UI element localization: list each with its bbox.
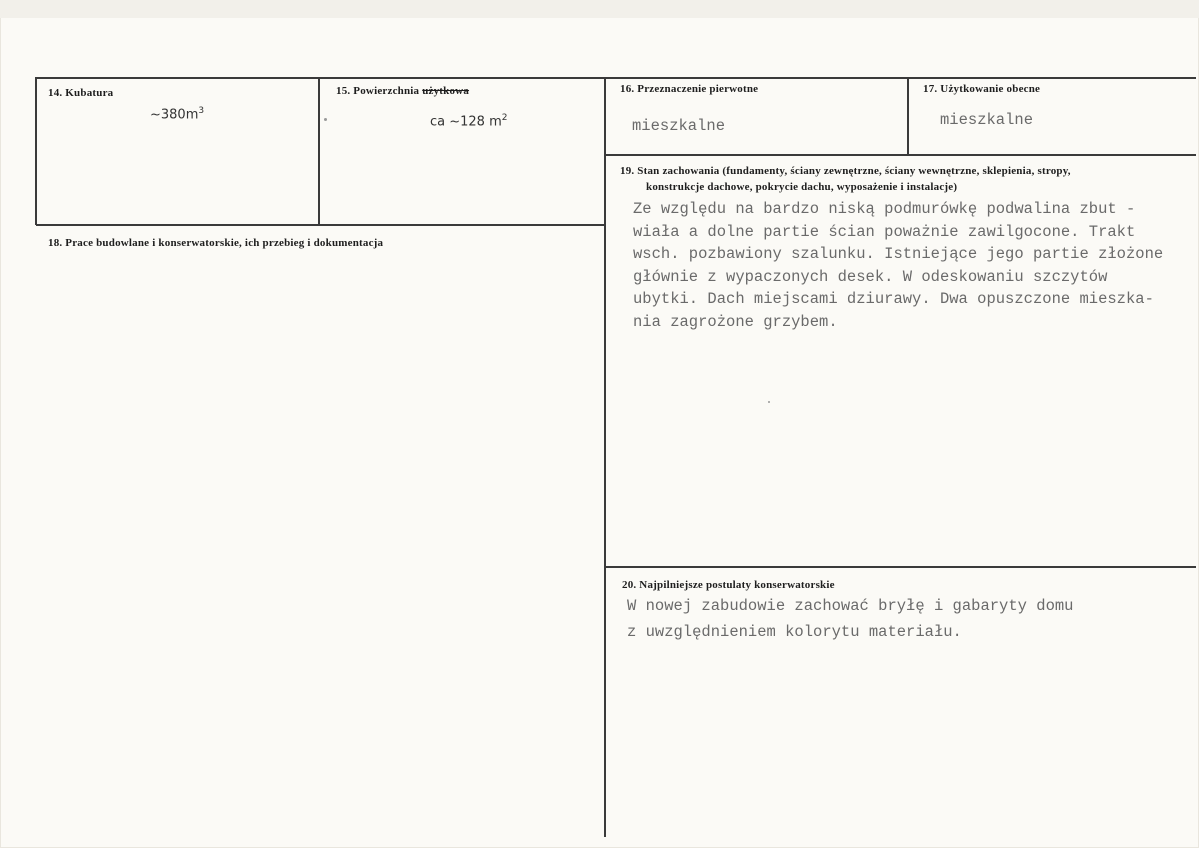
field-17-value: mieszkalne [940,111,1034,129]
rule-col-14-15 [318,77,320,225]
field-14-value-text: ~380m [150,107,199,123]
rule-row-18 [36,224,606,226]
field-15-label-struck: użytkowa [422,85,470,97]
speck [768,401,770,403]
field-14-label: 14. Kubatura [48,87,114,99]
field-19-line: ubytki. Dach miejscami dziurawy. Dwa opuszczone mieszka- [633,290,1154,309]
field-14-value [150,106,204,122]
field-19-label-line-2: konstrukcje dachowe, pokrycie dachu, wyposażenie i instalacje) [646,181,958,193]
field-15-label-main: 15. Powierzchnia [336,85,423,97]
rule-top [36,77,1196,79]
field-20-text [627,593,1073,645]
field-19-line: Ze względu na bardzo niską podmurówkę podwalina zbut - [633,200,1136,218]
rule-row-20 [605,566,1196,568]
field-19-line: wsch. pozbawiony szalunku. Istniejące jego partie złożone [633,245,1164,264]
field-20-line: z uwzględnieniem kolorytu materiału. [627,623,962,641]
field-19-label-line-1: 19. Stan zachowania (fundamenty, ściany zewnętrzne, ściany wewnętrzne, sklepienia, stropy, [620,165,1071,177]
field-15-label [336,84,469,99]
field-18-label: 18. Prace budowlane i konserwatorskie, ich przebieg i dokumentacja [48,237,384,249]
rule-row-19 [605,154,1196,156]
rule-col-16-17 [907,77,909,155]
field-16-label: 16. Przeznaczenie pierwotne [620,83,759,95]
field-20-line: W nowej zabudowie zachować bryłę i gabaryty domu [627,597,1074,615]
field-19-line: głównie z wypaczonych desek. W odeskowaniu szczytów [633,267,1108,286]
rule-col-15-16 [604,77,606,837]
field-15-value-text: ca ~128 m [430,114,502,130]
field-20-label: 20. Najpilniejsze postulaty konserwatorskie [622,579,835,591]
field-19-line: nia zagrożone grzybem. [633,312,838,331]
pen-mark [324,118,327,121]
field-17-label: 17. Użytkowanie obecne [923,83,1041,95]
field-19-line: wiała a dolne partie ścian poważnie zawilgocone. Trakt [633,222,1136,241]
field-15-value [430,113,507,129]
card-top-edge [0,0,1199,18]
rule-left [35,77,37,225]
field-16-value: mieszkalne [632,117,726,135]
field-14-value-exponent: 3 [198,106,205,116]
field-19-text [633,198,1163,334]
field-15-value-exponent: 2 [501,113,508,123]
